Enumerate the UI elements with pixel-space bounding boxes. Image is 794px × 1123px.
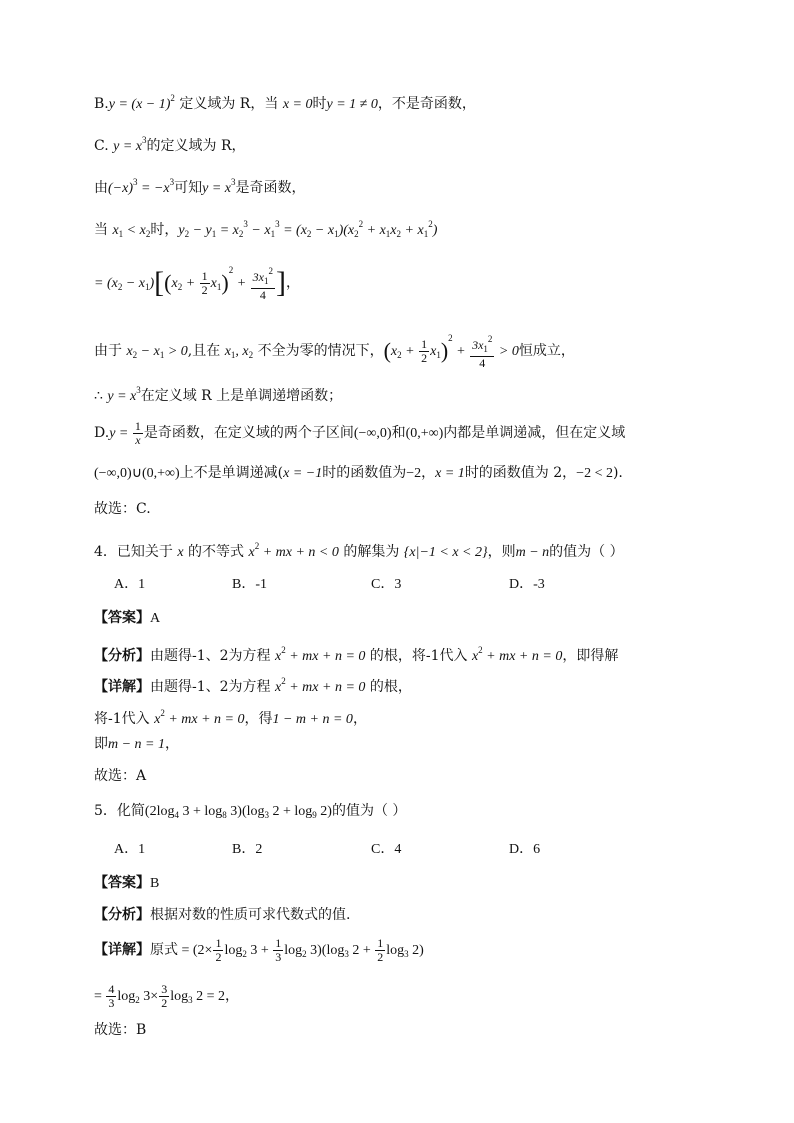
paren-open: ( [383, 338, 391, 363]
option-d[interactable]: D．6 [509, 842, 541, 857]
bracket-open: [ [154, 266, 165, 299]
answer-5: 【答案】B [94, 875, 160, 891]
paren-close: ) [221, 270, 229, 295]
detail-4-line3: 即m − n = 1， [94, 736, 180, 752]
fraction-3x1sq-over-4: $\frac{3x_1^2}{4}$ [472, 333, 493, 370]
line-d1: D.y = $\frac{1}{x}$ 是奇函数，在定义域的两个子区间(−∞,0)和(0,+∞)内都是单调递减，但在定义域 [94, 418, 626, 447]
fraction-half: $\frac{1}{2}$ [421, 336, 428, 365]
fraction-3x1sq-over-4: $\frac{3x_1^2}{4}$ [252, 265, 273, 302]
select-c: 故选：C. [94, 501, 151, 517]
option-d[interactable]: D．-3 [509, 577, 545, 592]
fraction-half: $\frac{1}{2}$ [377, 935, 384, 964]
option-a[interactable]: A．1 [114, 842, 146, 857]
bracket-close: ] [276, 266, 286, 299]
select-b: 故选：B [94, 1022, 147, 1038]
option-c[interactable]: C．3 [371, 577, 402, 592]
fraction-half: $\frac{1}{2}$ [215, 935, 222, 964]
detail-4-line2: 将-1代入 $x^2$ + mx + n = 0，得1 − m + n = 0， [94, 708, 367, 727]
analysis-5: 【分析】根据对数的性质可求代数式的值. [94, 907, 351, 923]
line-d2: (−∞,0)∪(0,+∞)上不是单调递减(x = −1时的函数值为−2，x = 1时的函数值为 2，−2 < 2). [94, 465, 623, 481]
line-c6: ∴ $y = x^3$在定义域 R 上是单调递增函数； [94, 385, 343, 404]
detail-5: 【详解】原式 = (2× $\frac{1}{2}$ $\log_2 3$ + $\frac{1}{3}$ $\log_2 3)(\log_3$ 2 + $\frac{1}{2}$ $\log_3 2$) [94, 935, 424, 964]
line-c3: 当 $x_1 < x_2$时，$y_2 - y_1 = x_2^3 - x_1^3 = (x_2 - x_1)(x_2^2 + x_1x_2 + x_1^2)$ [94, 219, 438, 239]
fraction-4-3: $\frac{4}{3}$ [108, 981, 115, 1010]
option-b[interactable]: B．-1 [232, 577, 267, 592]
answer-4: 【答案】A [94, 610, 161, 626]
detail-5-line2: = $\frac{4}{3}$ $\log_2 3\times$ $\frac{3}{2}$ $\log_3 2 = 2$， [94, 981, 239, 1010]
paren-close: ) [440, 338, 449, 363]
fraction-half: $\frac{1}{2}$ [201, 268, 208, 297]
line-b: $B.y = (x - 1)^2$ 定义域为 R，当 x = 0时y = 1 ≠ 0，不是奇函数， [94, 93, 476, 112]
paren-open: ( [164, 270, 172, 295]
line-c2: 由$(-x)^3 = -x^3$可知$y = x^3$是奇函数， [94, 177, 306, 196]
fraction-3-2: $\frac{3}{2}$ [161, 981, 168, 1010]
line-c4: = $(x_2 - x_1)[(x_2$ + $\frac{1}{2}$ $x_1)^2$ + $\frac{3x_1^2}{4}$ ]， [94, 265, 300, 302]
question-4: 4．已知关于 x 的不等式 $x^2$ + mx + n < 0 的解集为 {x|−1 < x < 2}，则m − n的值为（ ） [94, 541, 624, 560]
analysis-4: 【分析】由题得-1、2为方程 $x^2$ + mx + n = 0 的根，将-1代入 $x^2$ + mx + n = 0，即得解 [94, 645, 619, 664]
fraction-1-over-x: $\frac{1}{x}$ [134, 418, 141, 447]
fraction-third: $\frac{1}{3}$ [275, 935, 282, 964]
question-5: 5．化简($2\log_4$ $3 + \log_8 3)(\log_3$ $2 + \log_9 2$)的值为（ ） [94, 803, 407, 820]
option-c[interactable]: C．4 [371, 842, 402, 857]
detail-4: 【详解】由题得-1、2为方程 $x^2$ + mx + n = 0 的根， [94, 676, 412, 695]
option-b[interactable]: B．2 [232, 842, 263, 857]
option-a[interactable]: A．1 [114, 577, 146, 592]
line-c5: 由于 $x_2 - x_1 > 0$,且在 $x_1$, $x_2$ 不全为零的情况下，($x_2$ + $\frac{1}{2}$ $x_1)^2$ + $\frac{3x_1^2}{4}$ > 0恒成立， [94, 333, 575, 370]
line-c1: C. $y = x^3$的定义域为 R， [94, 135, 246, 154]
select-a: 故选：A [94, 768, 147, 784]
